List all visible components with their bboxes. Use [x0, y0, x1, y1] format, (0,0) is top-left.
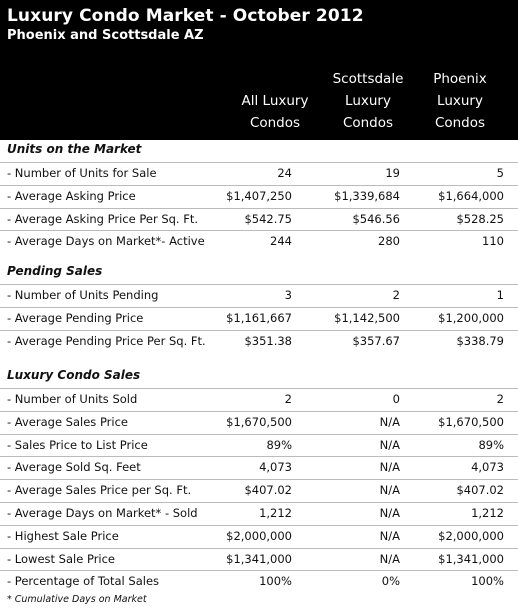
row-value: $357.67	[352, 334, 400, 348]
row-label: - Highest Sale Price	[7, 529, 119, 543]
table-row	[0, 502, 518, 524]
row-value: 2	[496, 392, 504, 406]
row-value: $546.56	[352, 212, 400, 226]
row-value: N/A	[379, 552, 400, 566]
row-value: 5	[496, 166, 504, 180]
table-row	[0, 185, 518, 207]
row-value: 100%	[471, 574, 504, 588]
table-row	[0, 456, 518, 478]
column-header-line: Scottsdale	[332, 71, 404, 87]
column-header-scottsdale	[322, 68, 414, 134]
row-value: $1,407,250	[226, 189, 292, 203]
row-value: 4,073	[259, 460, 292, 474]
row-label: - Number of Units Pending	[7, 288, 159, 302]
column-header-line: Phoenix	[433, 71, 487, 87]
row-value: $1,670,500	[226, 415, 292, 429]
row-value: 0%	[381, 574, 400, 588]
table-row	[0, 330, 518, 352]
row-value: $1,161,667	[226, 311, 292, 325]
row-value: 110	[482, 234, 504, 248]
row-value: $528.25	[456, 212, 504, 226]
table-row	[0, 479, 518, 501]
column-header-line: Condos	[342, 115, 394, 131]
table-row	[0, 525, 518, 547]
table-row	[0, 548, 518, 570]
row-value: 244	[270, 234, 292, 248]
section-title: Pending Sales	[7, 264, 103, 278]
row-value: 1,212	[259, 506, 292, 520]
page-subtitle: Phoenix and Scottsdale AZ	[7, 28, 204, 43]
row-value: $1,200,000	[438, 311, 504, 325]
row-value: $338.79	[456, 334, 504, 348]
column-header-all-luxury	[229, 90, 321, 134]
row-value: N/A	[379, 483, 400, 497]
footnote: * Cumulative Days on Market	[7, 594, 147, 605]
table-row	[0, 434, 518, 456]
row-value: $1,339,684	[334, 189, 400, 203]
row-value: 3	[284, 288, 292, 302]
row-label: - Average Sales Price per Sq. Ft.	[7, 483, 192, 497]
row-value: $1,142,500	[334, 311, 400, 325]
row-value: $2,000,000	[226, 529, 292, 543]
column-header-line: Condos	[434, 115, 486, 131]
table-row	[0, 208, 518, 230]
row-value: 24	[277, 166, 292, 180]
row-value: $407.02	[244, 483, 292, 497]
row-value: $407.02	[456, 483, 504, 497]
row-label: - Average Sales Price	[7, 415, 129, 429]
row-value: $1,670,500	[438, 415, 504, 429]
row-value: N/A	[379, 438, 400, 452]
page-title: Luxury Condo Market - October 2012	[7, 6, 364, 26]
column-header-phoenix	[414, 68, 506, 134]
table-row	[0, 307, 518, 329]
row-label: - Sales Price to List Price	[7, 438, 148, 452]
row-label: - Average Days on Market*- Active	[7, 234, 205, 248]
row-value: N/A	[379, 506, 400, 520]
row-value: $1,341,000	[438, 552, 504, 566]
row-label: - Number of Units for Sale	[7, 166, 157, 180]
row-value: N/A	[379, 460, 400, 474]
row-label: - Average Days on Market* - Sold	[7, 506, 198, 520]
row-label: - Number of Units Sold	[7, 392, 138, 406]
row-value: 89%	[266, 438, 292, 452]
row-value: 19	[385, 166, 400, 180]
row-value: 280	[378, 234, 400, 248]
section-title: Units on the Market	[7, 142, 142, 156]
row-value: $1,341,000	[226, 552, 292, 566]
row-value: N/A	[379, 529, 400, 543]
row-value: 89%	[478, 438, 504, 452]
column-header-line: Luxury	[345, 93, 391, 109]
row-label: - Average Pending Price Per Sq. Ft.	[7, 334, 206, 348]
row-value: $1,664,000	[438, 189, 504, 203]
section-title: Luxury Condo Sales	[7, 368, 141, 382]
row-label: - Lowest Sale Price	[7, 552, 116, 566]
row-label: - Percentage of Total Sales	[7, 574, 160, 588]
table-row	[0, 230, 518, 252]
row-value: N/A	[379, 415, 400, 429]
table-row	[0, 162, 518, 184]
row-value: 0	[392, 392, 400, 406]
table-row	[0, 411, 518, 433]
row-value: 2	[284, 392, 292, 406]
row-value: $351.38	[244, 334, 292, 348]
row-value: 4,073	[471, 460, 504, 474]
row-value: 2	[392, 288, 400, 302]
row-label: - Average Asking Price Per Sq. Ft.	[7, 212, 199, 226]
row-label: - Average Sold Sq. Feet	[7, 460, 141, 474]
column-header-line: Luxury	[437, 93, 483, 109]
row-value: $542.75	[244, 212, 292, 226]
table-row	[0, 388, 518, 410]
table-row	[0, 284, 518, 306]
row-label: - Average Pending Price	[7, 311, 144, 325]
row-value: $2,000,000	[438, 529, 504, 543]
row-value: 1	[496, 288, 504, 302]
row-value: 100%	[259, 574, 292, 588]
table-row	[0, 570, 518, 592]
column-header-line: All Luxury	[241, 93, 309, 109]
column-header-line: Condos	[249, 115, 301, 131]
table-header	[0, 0, 518, 140]
row-value: 1,212	[471, 506, 504, 520]
row-label: - Average Asking Price	[7, 189, 136, 203]
